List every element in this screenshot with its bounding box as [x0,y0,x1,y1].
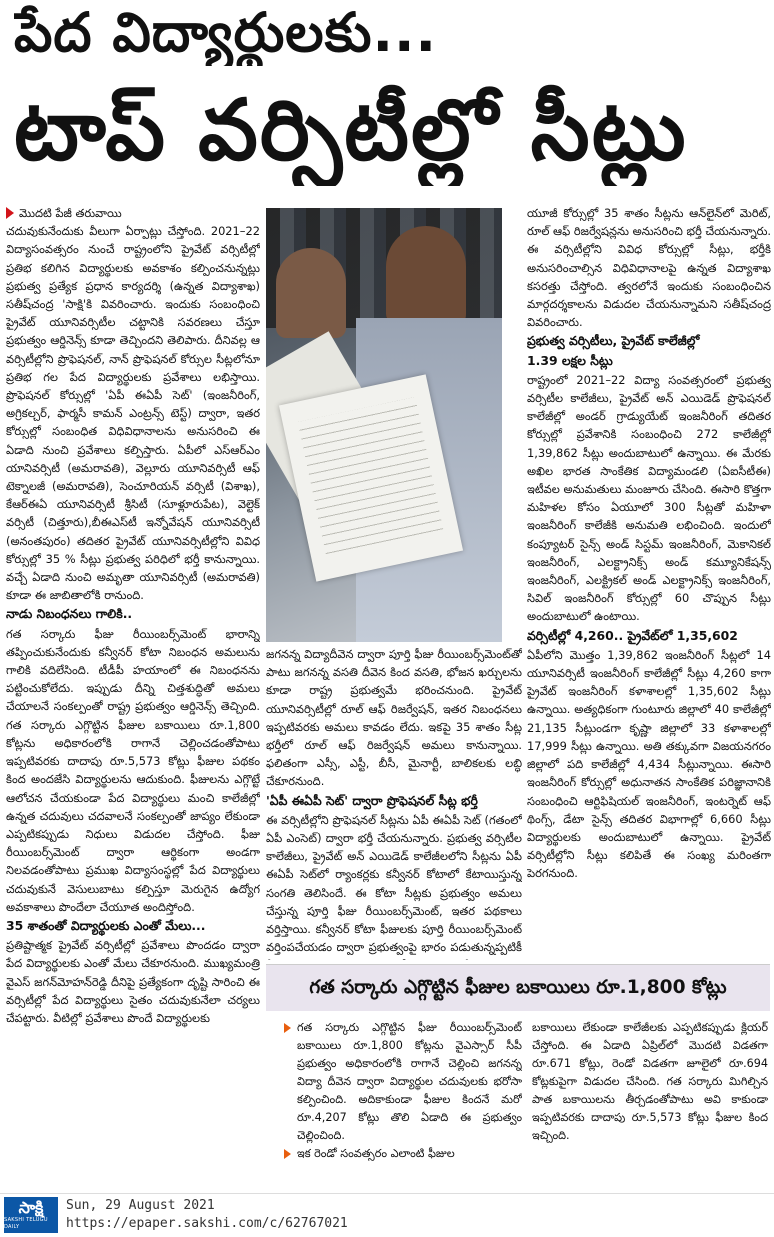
article-column-2 [266,645,522,960]
publication-date: Sun, 29 August 2021 [66,1198,215,1213]
paragraph: ఏపీలోని మొత్తం 1,39,862 ఇంజనీరింగ్ సీట్లలో 14 యూనివర్సిటీ ఇంజనీరింగ్ కాలేజీల్లో సీట్లు 4,260 కాగా ప్రైవేట్ ఇంజనీరింగ్ కళాశాలల్లో 1,35,602 సీట్లు ఉన్నాయి. అత్యధికంగా గుంటూరు జిల్లాలో 40 కాలేజీల్లో 21,135 సీట్లుండగా కృష్ణా జిల్లాలో 33 కళాశాలల్లో 17,999 సీట్లు ఉన్నాయి. అతి తక్కువగా విజయనగరం జిల్లాలో పది కాలేజీల్లో 4,434 సీట్లున్నాయి. ఈసారి ఇంజనీరింగ్ కోర్సుల్లో అధునాతన సాంకేతిక పరిజ్ఞానానికి సంబంధించి ఆర్టిఫిషియల్ ఇంజనీరింగ్, ఇంటర్నెట్ ఆఫ్ థింగ్స్, డేటా సైన్స్ తదితర విభాగాల్లో 6,660 సీట్లు విద్యార్థులకు అందుబాటులో ఉన్నాయి. ప్రైవేట్ వర్సిటీల్లోని సీట్లు కలిపితే ఈ సంఖ్య మరింతగా పెరగనుంది. [527,647,771,881]
students-photo [266,208,502,642]
footer-info [66,1197,348,1233]
kicker-arrow-icon [6,207,14,219]
bullet-item [284,1145,522,1163]
subheading: 35 శాతంతో విద్యార్థులకు ఎంతో మేలు... [6,917,206,933]
paragraph: బకాయిలు లేకుండా కాలేజీలకు ఎప్పటికప్పుడు క్లియర్ చేస్తోంది. ఈ ఏడాది ఏప్రిల్‌లో మొదటి విడతగా రూ.671 కోట్లు, రెండో విడతగా జూలైలో రూ.694 కోట్లకుపైగా విడుదల చేసింది. గత సర్కారు మిగిల్చిన పాత బకాయిలను తీర్చడంతోపాటు అవి కాకుండా ఇప్పటివరకు దాదాపు రూ.5,573 కోట్లు ఫీజుల కింద ఇచ్చింది. [532,1021,768,1142]
paragraph: ప్రతిష్టాత్మక ప్రైవేట్ వర్సిటీల్లో ప్రవేశాలు పొందడం ద్వారా పేద విద్యార్థులకు ఎంతో మేలు చేకూరనుంది. ముఖ్యమంత్రి వైఎస్ జగన్‌మోహన్‌రెడ్డి దీనిపై ప్రత్యేకంగా దృష్టి సారించి ఈ వర్సిటీల్లో పేద విద్యార్థులు సైతం చదువుకునేలా చర్యలు చేపట్టారు. వీటిల్లో ప్రవేశాలు పొందే విద్యార్థులకు [6,938,260,1025]
bullet-text: గత సర్కారు ఎగ్గొట్టిన ఫీజు రీయింబర్స్‌మెంట్ బకాయిలు రూ.1,800 కోట్లను వైఎస్సార్ సీపీ ప్రభుత్వం అధికారంలోకి రాగానే చెల్లించి జగనన్న విద్యా దీవెన ద్వారా విద్యార్థుల చదువులకు భరోసా కల్పించింది. అదికాకుండా ఫీజుల కిందనే మరో రూ.4,207 కోట్లు తొలి ఏడాది ఈ ప్రభుత్వం చెల్లించింది. [297,1021,522,1142]
photo-person [276,248,346,338]
sidebar-box [266,964,770,1193]
bullet-arrow-icon [284,1149,291,1159]
bullet-text: ఇక రెండో సంవత్సరం ఎలాంటి ఫీజుల [297,1147,455,1160]
photo-person [386,226,466,326]
subheading: నాడు నిబంధనలు గాలికి.. [6,606,133,622]
article-column-3 [527,204,771,960]
logo-subtext: SAKSHI TELUGU DAILY [4,1217,48,1230]
paragraph: గత సర్కారు ఫీజు రీయింబర్స్‌మెంట్ భారాన్ని తప్పించుకునేందుకు కన్వీనర్ కోటా నిబంధన అమలును గాలికి వదిలేసింది. టీడీపీ హయాంలో ఈ నిబంధనను పట్టించుకోలేదు. ఇప్పుడు దీన్ని చిత్తశుద్ధితో అమలు చేయాలనే సంకల్పంతో రాష్ట్ర ప్రభుత్వం ఆర్డినెన్స్ తెచ్చింది. గత సర్కారు ఎగ్గొట్టిన ఫీజుల బకాయిలు రూ.1,800 కోట్లను అధికారంలోకి రాగానే చెల్లించడంతోపాటు ఇప్పటివరకు దాదాపు రూ.5,573 కోట్లు ఫీజుల పథకం కింద అందజేసి విద్యార్థులను ఆదుకుంది. ఫీజులను ఎగ్గొట్టే ఆలోచన చేయకుండా పేద విద్యార్థులు మంచి కాలేజీల్లో ఉన్నత చదువులు చదవాలనే సంకల్పంతో జాప్యం లేకుండా ఎప్పటికప్పుడు నిధులు విడుదల చేస్తోంది. ఫీజు రీయింబర్స్‌మెంట్ ద్వారా ఆర్థికంగా అండగా నిలవడంతోపాటు ప్రముఖ విద్యాసంస్థల్లో పేద విద్యార్థులు చదువుకునే వెసులుబాటు కల్పిస్తూ మెరుగైన ఉద్యోగ అవకాశాలు పొందేలా చేయూత అందిస్తోంది. [6,626,260,914]
epaper-link[interactable]: https://epaper.sakshi.com/c/62767021 [66,1216,348,1231]
logo-text: సాక్షి [18,1198,44,1217]
subheading: వర్సిటీల్లో 4,260.. ప్రైవేట్‌లో 1,35,602 [527,627,738,643]
paragraph: రాష్ట్రంలో 2021–22 విద్యా సంవత్సరంలో ప్రభుత్వ వర్సిటీల కాలేజీలు, ప్రైవేట్ అన్ ఎయిడెడ్ ప్రొఫెషనల్ కాలేజీల్లో అండర్ గ్రాడ్యుయేట్ ఇంజనీరింగ్ తదితర కోర్సుల్లో ప్రవేశానికి సంబంధించి 272 కాలేజీల్లో 1,39,862 సీట్లు అందుబాటులో ఉన్నాయి. ఈ మేరకు అఖిల భారత సాంకేతిక విద్యామండలి (ఏఐసీటీఈ) ఇటీవల అనుమతులు మంజూరు చేసింది. ఈసారి కొత్తగా మహిళల కోసం ఏయూలో 300 సీట్లతో మహిళా ఇంజనీరింగ్ కాలేజీకి అనుమతి లభించింది. ఇందులో కంప్యూటర్ సైన్స్ అండ్ సిస్టమ్ ఇంజనీరింగ్, మెకానికల్ ఇంజనీరింగ్, ఎలక్ట్రానిక్స్ అండ్ కమ్యూనికేషన్స్ ఇంజనీరింగ్, ఎలక్ట్రికల్ అండ్ ఎలక్ట్రానిక్స్ ఇంజనీరింగ్, సివిల్ ఇంజనీరింగ్ కోర్సుల్లో 60 చొప్పున సీట్లు అందుబాటులో ఉంటాయి. [527,372,771,624]
headline-line-2: టాప్ వర్సిటీల్లో సీట్లు [14,81,688,179]
box-column-2 [532,1019,768,1189]
kicker-text: మొదటి పేజీ తరువాయి [19,206,122,220]
footer [0,1193,774,1237]
paragraph: యూజీ కోర్సుల్లో 35 శాతం సీట్లను ఆన్‌లైన్‌లో మెరిట్, రూల్ ఆఫ్ రిజర్వేషన్లను అనుసరించి భర్తీ చేయనున్నారు. ఈ వర్సిటీల్లోని వివిధ కోర్సుల్లో సీట్లు, భర్తీకి అనుసరించాల్సిన విధివిధానాలపై ఉన్నత విద్యాశాఖ కసరత్తు చేస్తోంది. త్వరలోనే ఇందుకు సంబంధించిన మార్గదర్శకాలను విడుదల చేయనున్నామని సతీష్‌చంద్ర వివరించారు. [527,206,771,330]
bullet-item [284,1019,522,1145]
subheading: 1.39 లక్షల సీట్లు [527,352,613,368]
kicker [6,204,260,222]
paragraph: జగనన్న విద్యాదీవెన ద్వారా పూర్తి ఫీజు రీయింబర్స్‌మెంట్‌తో పాటు జగనన్న వసతి దీవెన కింద వసతి, భోజన ఖర్చులను కూడా రాష్ట్ర ప్రభుత్వమే భరించనుంది. ప్రైవేట్ యూనివర్సిటీల్లో రూల్ ఆఫ్ రిజర్వేషన్, ఇతర నిబంధనలు ఇప్పటివరకు అమలు కావడం లేదు. ఇకపై 35 శాతం సీట్ల భర్తీలో రూల్ ఆఫ్ రిజర్వేషన్ అమలు కానున్నాయి. ఫలితంగా ఎస్సీ, ఎస్టీ, బీసీ, మైనార్టీ, బాలికలకు లబ్ధి చేకూరనుంది. [266,647,522,789]
paragraph: ఈ వర్సిటీల్లోని ప్రొఫెషనల్ సీట్లను ఏపీ ఈఏపీ సెట్ (గతంలో ఏపీ ఎంసెట్) ద్వారా భర్తీ చేయనున్నారు. ప్రభుత్వ వర్సిటీల కాలేజీలు, ప్రైవేట్ అన్ ఎయిడెడ్ కాలేజీలలోని సీట్లను ఏపీ ఈఏపీ సెట్‌లో ర్యాంకర్లకు కన్వీనర్ కోటాలో కేటాయిస్తున్న సంగతి తెలిసిందే. ఈ కోటా సీట్లకు ప్రభుత్వం అమలు చేస్తున్న పూర్తి ఫీజు రీయింబర్స్‌మెంట్, ఇతర పథకాలు వర్తిస్తాయి. కన్వీనర్ కోటా ఫీజులకు పూర్తి రీయింబర్స్‌మెంట్ వర్తింపచేయడం ద్వారా ప్రభుత్వంపై భారం పడుతున్నప్పటికీ [266,812,522,955]
box-title: గత సర్కారు ఎగ్గొట్టిన ఫీజుల బకాయిలు రూ.1,800 కోట్లు [266,965,770,1011]
subheading: ప్రభుత్వ వర్సిటీలు, ప్రైవేట్ కాలేజీల్లో [527,333,700,349]
bullet-arrow-icon [284,1023,291,1033]
paragraph: చదువుకునేందుకు వీలుగా ఏర్పాట్లు చేస్తోంది. 2021–22 విద్యాసంవత్సరం నుంచే రాష్ట్రంలోని ప్రైవేట్ వర్సిటీల్లో ప్రతిభ కలిగిన విద్యార్థులకు అవకాశం కల్పించనున్నట్లు ప్రభుత్వ ప్రత్యేక ప్రధాన కార్యదర్శి (ఉన్నత విద్యాశాఖ) సతీష్‌చంద్ర 'సాక్షి'కి వివరించారు. ఇందుకు సంబంధించి ప్రైవేట్ యూనివర్సిటీల చట్టానికి సవరణలు చేస్తూ ప్రభుత్వం ఆర్డినెన్స్ కూడా తెచ్చిందని తెలిపారు. దీనివల్ల ఆ వర్సిటీల్లోని ప్రొఫెషనల్, నాన్ ప్రొఫెషనల్ కోర్సుల సీట్లలోనూ ప్రతిభ గల పేద విద్యార్థులకు ప్రవేశాలు లభిస్తాయి. ప్రొఫెషనల్ కోర్సుల్లో 'ఏపీ ఈఏపీ సెట్' (ఇంజనీరింగ్, అగ్రికల్చర్, ఫార్మసీ కామన్ ఎంట్రన్స్ టెస్ట్) ద్వారా, ఇతర కోర్సుల్లో సంబంధిత విధివిధానాలను అనుసరించి ఈ ఏడాది నుంచి ప్రవేశాలు కల్పిస్తారు. ఏపీలో ఎస్ఆర్ఎం యానివర్సిటీ (అమరావతి), వెల్లూరు యూనివర్సిటీ ఆఫ్ టెక్నాలజీ (అమరావతి), సెంచూరియన్ వర్సిటీ (విశాఖ), కేఆర్ఈఏ యూనివర్సిటీ శ్రీసిటీ (సూళ్లూరుపేట), వెల్టెక్ వర్సిటీ (చిత్తూరు),బీఈఎస్‌టీ ఇన్నోవేషన్ యూనివర్సిటీ (అనంతపురం) తదితర ప్రైవేట్ యూనివర్సిటీల్లోని వివిధ కోర్సుల్లో 35 % సీట్లు ప్రభుత్వ పరిధిలో భర్తీ కానున్నాయి. వచ్చే ఏడాది నుంచి అమృతా యూనివర్సిటీ (అమరావతి) కూడా ఈ జాబితాలోకి రానుంది. [6,224,260,603]
box-column-1 [284,1019,522,1189]
sakshi-logo[interactable] [4,1197,58,1233]
subheading: 'ఏపీ ఈఏపీ సెట్' ద్వారా ప్రొఫెషనల్ సీట్ల భర్తీ [266,792,478,808]
headline-line-1: పేద విద్యార్థులకు... [14,1,438,64]
article-column-1 [6,204,260,1190]
